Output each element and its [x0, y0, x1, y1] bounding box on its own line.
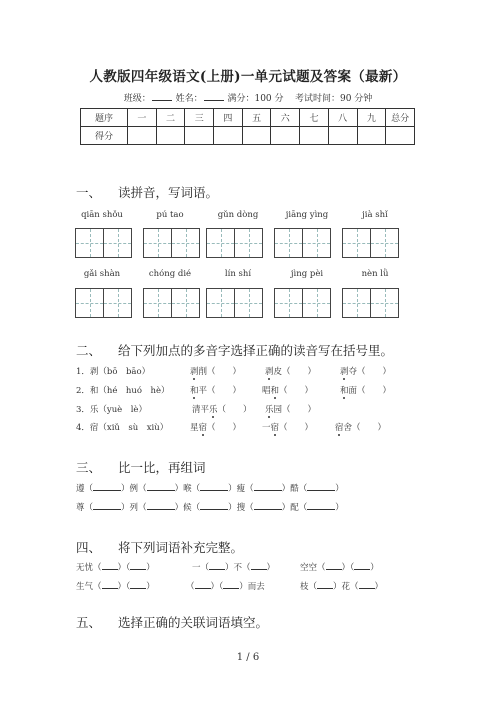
dotted-char: 和 [190, 386, 199, 396]
char: 例 [129, 484, 139, 494]
char: 瘦 [236, 484, 246, 494]
compare-row-1: 遵（ ）例（ ）喉（ ）瘦（ ）酷（ ） [76, 484, 344, 494]
idiom-row-2c [300, 580, 383, 592]
answer-blank[interactable] [93, 501, 121, 510]
pinyin-label: jià shǐ [362, 210, 388, 220]
section-title: 比一比，再组词 [118, 460, 206, 475]
pinyin-label: jìng pèi [290, 269, 324, 279]
answer-blank[interactable] [195, 580, 211, 589]
idiom-row-1b [192, 561, 275, 573]
char: 尊 [76, 503, 85, 513]
full-score: 满分：100 分 [227, 94, 284, 104]
polyphone-item [190, 365, 241, 377]
polyphone-item [262, 384, 313, 396]
idiom-text: ）（ [341, 563, 355, 573]
polyphone-line-1 [76, 365, 150, 377]
writing-box[interactable] [342, 228, 399, 258]
score-header-cell: 二 [156, 109, 185, 127]
char: 列 [129, 503, 139, 513]
idiom-text: 生气（ [76, 582, 102, 592]
writing-box[interactable] [143, 288, 200, 318]
score-input-cell[interactable] [386, 127, 415, 145]
idiom-row-1c [300, 561, 379, 573]
page-number: 1 / 6 [236, 652, 260, 663]
char: 配 [290, 503, 299, 513]
score-table [80, 108, 415, 145]
pinyin-label: nèn lǜ [361, 269, 389, 279]
answer-blank[interactable] [251, 561, 267, 570]
polyphone-line-3 [76, 403, 147, 415]
pinyin-label: gǔn dòng [217, 210, 259, 220]
polyphone-head: 1．剥（bō bāo） [76, 367, 151, 377]
idiom-text: ） [370, 563, 379, 573]
polyphone-item [262, 421, 313, 433]
dotted-char: 剥 [340, 367, 349, 377]
pinyin-label: pú tao [156, 210, 184, 220]
score-header-cell: 题序 [81, 109, 128, 127]
answer-blank[interactable] [200, 501, 228, 510]
polyphone-blank: 削（ ） [198, 367, 242, 377]
polyphone-item [190, 384, 241, 396]
idiom-row-2b [186, 580, 265, 592]
answer-blank[interactable] [147, 482, 175, 491]
score-input-cell[interactable] [128, 127, 157, 145]
section-number: 二、 [76, 343, 102, 358]
score-header-cell: 六 [271, 109, 300, 127]
score-header-cell: 八 [328, 109, 357, 127]
plain-char: 星 [190, 423, 199, 433]
answer-blank[interactable] [317, 580, 333, 589]
section-number: 五、 [76, 615, 102, 630]
section-4-heading [76, 538, 243, 556]
idiom-text: ）（ [117, 582, 131, 592]
dotted-char: 和 [340, 386, 349, 396]
section-title: 将下列词语补充完整。 [118, 540, 244, 555]
polyphone-blank: （ ） [207, 423, 242, 433]
answer-blank[interactable] [254, 501, 282, 510]
idiom-text: ） [146, 582, 155, 592]
score-input-cell[interactable] [271, 127, 300, 145]
document-title: 人教版四年级语文(上册)一单元试题及答案（最新） [89, 69, 407, 85]
writing-box[interactable] [75, 228, 132, 258]
polyphone-item [192, 403, 252, 415]
writing-box[interactable] [75, 288, 132, 318]
polyphone-blank: 夺（ ） [348, 367, 392, 377]
dotted-char: 乐 [265, 405, 274, 415]
score-input-cell[interactable] [156, 127, 185, 145]
polyphone-blank: 皮（ ） [273, 367, 317, 377]
char: 候 [183, 503, 192, 513]
idiom-text: ）而去 [239, 582, 265, 592]
class-label: 班级： [123, 94, 151, 104]
answer-blank[interactable] [200, 482, 228, 491]
polyphone-item [340, 384, 391, 396]
score-input-cell[interactable] [357, 127, 386, 145]
char: 遵 [76, 484, 85, 494]
idiom-text: ）（ [210, 582, 224, 592]
char: 酷 [290, 484, 299, 494]
idiom-text: 枝（ [300, 582, 318, 592]
polyphone-item [335, 421, 386, 433]
polyphone-head: 4．宿（xiǔ sù xiù） [76, 423, 169, 433]
score-value-row [81, 127, 415, 145]
section-number: 一、 [76, 185, 102, 200]
idiom-row-1 [76, 561, 155, 573]
polyphone-item [265, 365, 316, 377]
pinyin-label: lín shí [224, 269, 252, 279]
polyphone-line-2 [76, 384, 169, 396]
writing-box[interactable] [342, 288, 399, 318]
char: 搜 [236, 503, 246, 513]
writing-box[interactable] [274, 228, 331, 258]
answer-blank[interactable] [130, 580, 146, 589]
answer-blank[interactable] [209, 561, 225, 570]
polyphone-head: 2．和（hé huó hè） [76, 386, 170, 396]
section-5-heading [76, 613, 268, 631]
answer-blank[interactable] [307, 482, 335, 491]
polyphone-item [265, 403, 316, 415]
score-header-cell: 一 [128, 109, 157, 127]
score-input-cell[interactable] [214, 127, 243, 145]
pinyin-label: gǎi shàn [83, 269, 121, 279]
idiom-text: ）不（ [225, 563, 251, 573]
answer-blank[interactable] [326, 561, 342, 570]
polyphone-blank: 舍（ ） [343, 423, 387, 433]
pinyin-label: jiāng yìng [285, 210, 329, 220]
exam-info-line [0, 91, 496, 104]
idiom-text: ）花（ [333, 582, 359, 592]
writing-box[interactable] [206, 228, 263, 258]
section-number: 三、 [76, 460, 102, 475]
writing-box[interactable] [143, 228, 200, 258]
section-title: 选择正确的关联词语填空。 [118, 615, 269, 630]
writing-box[interactable] [274, 288, 331, 318]
idiom-text: ） [146, 563, 155, 573]
idiom-text: ） [374, 582, 384, 592]
name-label: 姓名： [175, 94, 203, 104]
score-header-cell: 三 [185, 109, 214, 127]
answer-blank[interactable] [359, 580, 375, 589]
answer-blank[interactable] [254, 482, 282, 491]
idiom-text: 空空（ [300, 563, 326, 573]
dotted-char: 乐 [209, 405, 218, 415]
polyphone-blank: （ ） [279, 386, 314, 396]
dotted-char: 剥 [190, 367, 199, 377]
polyphone-item [340, 365, 391, 377]
pinyin-label: qiān shǒu [81, 210, 123, 220]
section-3-heading [76, 458, 206, 476]
name-blank [204, 91, 224, 101]
answer-blank[interactable] [307, 501, 335, 510]
answer-blank[interactable] [223, 580, 239, 589]
answer-blank[interactable] [102, 561, 118, 570]
section-title: 给下列加点的多音字选择正确的读音写在括号里。 [118, 343, 394, 358]
score-input-cell[interactable] [242, 127, 271, 145]
char: 喉 [183, 484, 192, 494]
writing-box[interactable] [206, 288, 263, 318]
plain-char: 唱 [262, 386, 271, 396]
section-number: 四、 [76, 540, 102, 555]
score-header-cell: 四 [214, 109, 243, 127]
score-header-cell: 五 [242, 109, 271, 127]
idiom-text: 无忧（ [76, 563, 102, 573]
idiom-text: ）（ [117, 563, 131, 573]
score-header-row [81, 109, 415, 127]
idiom-text: （ [186, 582, 195, 592]
answer-blank[interactable] [93, 482, 121, 491]
class-blank [152, 91, 172, 101]
dotted-char: 剥 [265, 367, 274, 377]
score-row-label: 得分 [81, 127, 128, 145]
plain-char: 一 [262, 423, 271, 433]
answer-blank[interactable] [102, 580, 118, 589]
answer-blank[interactable] [130, 561, 146, 570]
score-input-cell[interactable] [185, 127, 214, 145]
score-input-cell[interactable] [300, 127, 329, 145]
polyphone-blank: 面（ ） [348, 386, 392, 396]
pinyin-label: chóng dié [148, 269, 192, 279]
score-input-cell[interactable] [328, 127, 357, 145]
compare-row-2: 尊（ ）列（ ）候（ ）搜（ ）配（ ） [76, 503, 344, 513]
polyphone-head: 3．乐（yuè lè） [76, 405, 147, 415]
polyphone-blank: 园（ ） [273, 405, 317, 415]
dotted-char: 宿 [335, 423, 344, 433]
section-2-heading [76, 341, 393, 359]
score-header-cell: 九 [357, 109, 386, 127]
section-1-heading [76, 183, 218, 201]
dotted-char: 宿 [270, 423, 280, 433]
idiom-text: ） [266, 563, 276, 573]
answer-blank[interactable] [147, 501, 175, 510]
polyphone-line-4 [76, 421, 168, 433]
polyphone-item [190, 421, 241, 433]
score-header-cell: 总分 [386, 109, 415, 127]
polyphone-blank: 平（ ） [198, 386, 242, 396]
plain-char: 清平 [192, 405, 210, 415]
idiom-text: 一（ [192, 563, 210, 573]
section-title: 读拼音，写词语。 [118, 185, 219, 200]
dotted-char: 和 [270, 386, 280, 396]
dotted-char: 宿 [198, 423, 208, 433]
idiom-row-2 [76, 580, 155, 592]
score-header-cell: 七 [300, 109, 329, 127]
polyphone-blank: （ ） [217, 405, 252, 415]
polyphone-blank: （ ） [279, 423, 314, 433]
answer-blank[interactable] [354, 561, 370, 570]
exam-time: 考试时间：90 分钟 [294, 94, 373, 104]
